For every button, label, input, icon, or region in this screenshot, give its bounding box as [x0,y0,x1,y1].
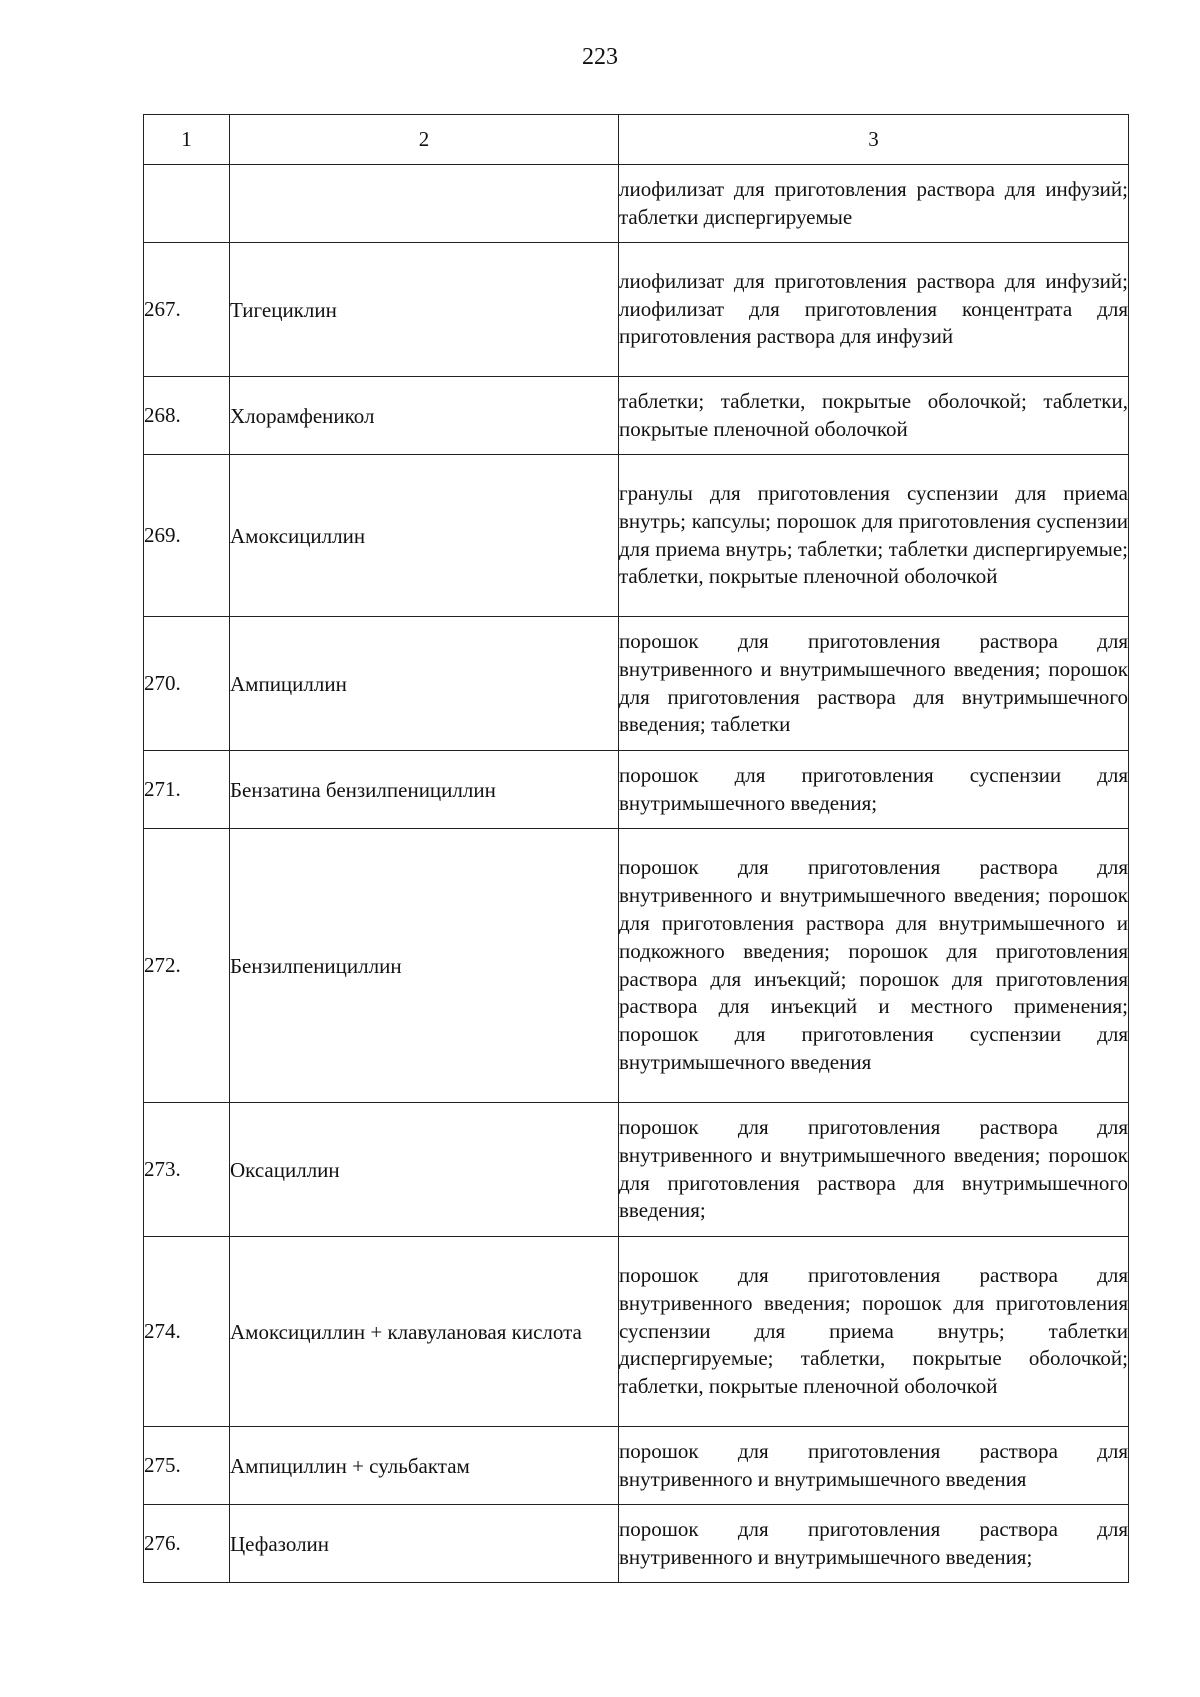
drug-name: Ампициллин [230,617,619,751]
table-row [144,1103,1129,1237]
table-header-row [144,115,1129,165]
dosage-forms: порошок для приготовления раствора для внутривенного введения; порошок для приготовления суспензии для приема внутрь; таблетки диспергируемые; таблетки, покрытые оболочкой; таблетки, покрытые пленочной оболочкой [619,1237,1129,1427]
drug-name: Бензатина бензилпенициллин [230,751,619,829]
row-number: 273. [144,1103,230,1237]
table-row [144,455,1129,617]
row-number: 271. [144,751,230,829]
drug-name: Цефазолин [230,1505,619,1583]
table-row [144,1427,1129,1505]
column-header-1: 1 [144,115,230,165]
row-number [144,165,230,243]
dosage-forms: порошок для приготовления раствора для внутривенного и внутримышечного введения; порошок для приготовления раствора для внутримышечного введения; таблетки [619,617,1129,751]
dosage-forms: порошок для приготовления раствора для внутривенного и внутримышечного введения [619,1427,1129,1505]
table-row [144,1505,1129,1583]
table-row [144,617,1129,751]
drug-name: Ампициллин + сульбактам [230,1427,619,1505]
page-number: 223 [582,44,618,70]
dosage-forms: порошок для приготовления суспензии для внутримышечного введения; [619,751,1129,829]
drug-name: Бензилпенициллин [230,829,619,1103]
dosage-forms: таблетки; таблетки, покрытые оболочкой; таблетки, покрытые пленочной оболочкой [619,377,1129,455]
dosage-forms: гранулы для приготовления суспензии для приема внутрь; капсулы; порошок для приготовления суспензии для приема внутрь; таблетки; таблетки диспергируемые; таблетки, покрытые пленочной оболочкой [619,455,1129,617]
row-number: 275. [144,1427,230,1505]
table-row [144,829,1129,1103]
row-number: 270. [144,617,230,751]
table-row [144,165,1129,243]
drug-name: Амоксициллин [230,455,619,617]
drug-name: Амоксициллин + клавулановая кислота [230,1237,619,1427]
row-number: 274. [144,1237,230,1427]
row-number: 269. [144,455,230,617]
drug-name: Хлорамфеникол [230,377,619,455]
dosage-forms: порошок для приготовления раствора для внутривенного и внутримышечного введения; порошок для приготовления раствора для внутримышечного введения; [619,1103,1129,1237]
table-body [144,165,1129,1583]
drug-table [143,114,1129,1583]
dosage-forms: порошок для приготовления раствора для внутривенного и внутримышечного введения; [619,1505,1129,1583]
dosage-forms: порошок для приготовления раствора для внутривенного и внутримышечного введения; порошок для приготовления раствора для внутримышечного и подкожного введения; порошок для приготовления раствора для инъекций; порошок для приготовления раствора для инъекций и местного применения; порошок для приготовления суспензии для внутримышечного введения [619,829,1129,1103]
drug-name: Оксациллин [230,1103,619,1237]
column-header-3: 3 [619,115,1129,165]
table-row [144,377,1129,455]
dosage-forms: лиофилизат для приготовления раствора для инфузий; лиофилизат для приготовления концентрата для приготовления раствора для инфузий [619,243,1129,377]
row-number: 268. [144,377,230,455]
table-row [144,1237,1129,1427]
drug-name [230,165,619,243]
drug-name: Тигециклин [230,243,619,377]
column-header-2: 2 [230,115,619,165]
dosage-forms: лиофилизат для приготовления раствора для инфузий; таблетки диспергируемые [619,165,1129,243]
row-number: 267. [144,243,230,377]
row-number: 272. [144,829,230,1103]
table-row [144,751,1129,829]
row-number: 276. [144,1505,230,1583]
table-row [144,243,1129,377]
